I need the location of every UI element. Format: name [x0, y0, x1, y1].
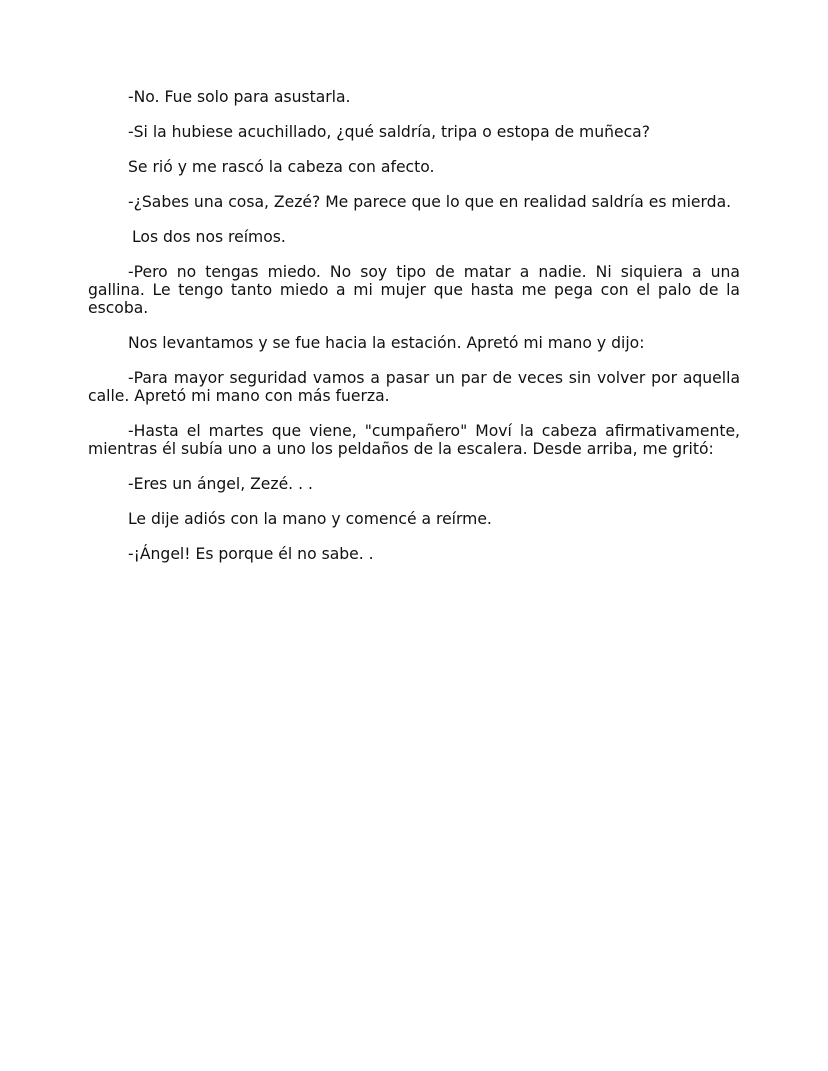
paragraph: -Pero no tengas miedo. No soy tipo de matar a nadie. Ni siquiera a una gallina. Le tengo tanto miedo a mi mujer que hasta me pega con el palo de la escoba. [88, 263, 740, 317]
paragraph: -Si la hubiese acuchillado, ¿qué saldría, tripa o estopa de muñeca? [128, 123, 650, 141]
paragraph: -Eres un ángel, Zezé. . . [128, 475, 313, 493]
paragraph: -¡Ángel! Es porque él no sabe. . [128, 545, 374, 563]
paragraph: -No. Fue solo para asustarla. [128, 88, 351, 106]
paragraph: Le dije adiós con la mano y comencé a reírme. [128, 510, 492, 528]
paragraph: -Hasta el martes que viene, "cumpañero" Moví la cabeza afirmativamente, mientras él subía uno a uno los peldaños de la escalera. Desde arriba, me gritó: [88, 422, 740, 458]
paragraph: Nos levantamos y se fue hacia la estación. Apretó mi mano y dijo: [128, 334, 645, 352]
paragraph: Los dos nos reímos. [132, 228, 286, 246]
paragraph: -¿Sabes una cosa, Zezé? Me parece que lo que en realidad saldría es mierda. [128, 193, 732, 211]
paragraph: -Para mayor seguridad vamos a pasar un par de veces sin volver por aquella calle. Apretó mi mano con más fuerza. [88, 369, 740, 405]
document-page [88, 88, 740, 580]
paragraph: Se rió y me rascó la cabeza con afecto. [128, 158, 435, 176]
